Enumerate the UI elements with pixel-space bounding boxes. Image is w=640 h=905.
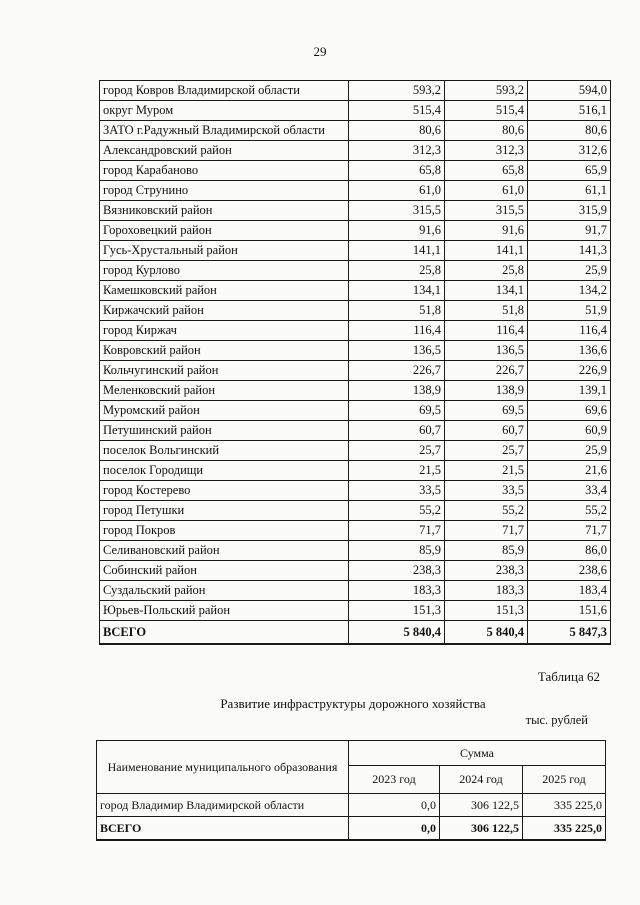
- value-2023-cell: 69,5: [349, 401, 445, 421]
- value-2025-cell: 335 225,0: [523, 794, 606, 817]
- total-row: [97, 817, 606, 841]
- value-2025-cell: 238,6: [528, 561, 611, 581]
- value-2023-cell: 138,9: [349, 381, 445, 401]
- table-row: [100, 561, 611, 581]
- value-2024-cell: 69,5: [445, 401, 528, 421]
- municipality-cell: Суздальский район: [100, 581, 349, 601]
- municipality-cell: поселок Вольгинский: [100, 441, 349, 461]
- value-2024-cell: 226,7: [445, 361, 528, 381]
- municipality-cell: Петушинский район: [100, 421, 349, 441]
- value-2024-cell: 21,5: [445, 461, 528, 481]
- table-row: [100, 181, 611, 201]
- value-2025-cell: 80,6: [528, 121, 611, 141]
- municipality-cell: Юрьев-Польский район: [100, 601, 349, 621]
- value-2025-cell: 69,6: [528, 401, 611, 421]
- table-row: [100, 161, 611, 181]
- value-2025-cell: 141,3: [528, 241, 611, 261]
- municipality-cell: город Владимир Владимирской области: [97, 794, 349, 817]
- value-2023-cell: 238,3: [349, 561, 445, 581]
- value-2025-cell: 55,2: [528, 501, 611, 521]
- table-row: [100, 221, 611, 241]
- value-2024-cell: 25,7: [445, 441, 528, 461]
- municipality-cell: город Струнино: [100, 181, 349, 201]
- year-2023-header: 2023 год: [349, 766, 440, 794]
- value-2023-cell: 55,2: [349, 501, 445, 521]
- table-row: [100, 321, 611, 341]
- value-2025-cell: 51,9: [528, 301, 611, 321]
- value-2025-cell: 71,7: [528, 521, 611, 541]
- value-2025-cell: 65,9: [528, 161, 611, 181]
- table-row: [100, 481, 611, 501]
- value-2023-cell: 116,4: [349, 321, 445, 341]
- value-2025-cell: 25,9: [528, 441, 611, 461]
- municipality-cell: Селивановский район: [100, 541, 349, 561]
- value-2024-cell: 51,8: [445, 301, 528, 321]
- municipality-cell: Муромский район: [100, 401, 349, 421]
- value-2024-cell: 116,4: [445, 321, 528, 341]
- value-2024-cell: 5 840,4: [445, 621, 528, 645]
- table-row: [100, 401, 611, 421]
- value-2024-cell: 306 122,5: [440, 794, 523, 817]
- municipality-cell: город Карабаново: [100, 161, 349, 181]
- value-2024-cell: 238,3: [445, 561, 528, 581]
- municipality-cell: город Ковров Владимирской области: [100, 81, 349, 101]
- units-label: тыс. рублей: [525, 713, 588, 727]
- table-row: [100, 581, 611, 601]
- value-2025-cell: 594,0: [528, 81, 611, 101]
- municipality-cell: город Киржач: [100, 321, 349, 341]
- municipality-cell: поселок Городищи: [100, 461, 349, 481]
- municipality-cell: округ Муром: [100, 101, 349, 121]
- year-2024-header: 2024 год: [440, 766, 523, 794]
- value-2025-cell: 5 847,3: [528, 621, 611, 645]
- value-2024-cell: 515,4: [445, 101, 528, 121]
- value-2024-cell: 55,2: [445, 501, 528, 521]
- municipality-cell: Александровский район: [100, 141, 349, 161]
- municipality-cell: ЗАТО г.Радужный Владимирской области: [100, 121, 349, 141]
- municipality-cell: город Костерево: [100, 481, 349, 501]
- value-2025-cell: 151,6: [528, 601, 611, 621]
- municipality-cell: Вязниковский район: [100, 201, 349, 221]
- table-row: [100, 281, 611, 301]
- table-row: [100, 141, 611, 161]
- value-2023-cell: 226,7: [349, 361, 445, 381]
- table-row: [97, 794, 606, 817]
- table-row: [100, 121, 611, 141]
- value-2023-cell: 312,3: [349, 141, 445, 161]
- value-2025-cell: 86,0: [528, 541, 611, 561]
- municipality-cell: Гусь-Хрустальный район: [100, 241, 349, 261]
- value-2023-cell: 51,8: [349, 301, 445, 321]
- value-2025-cell: 25,9: [528, 261, 611, 281]
- value-2025-cell: 516,1: [528, 101, 611, 121]
- value-2024-cell: 183,3: [445, 581, 528, 601]
- table-row: [100, 601, 611, 621]
- value-2025-cell: 60,9: [528, 421, 611, 441]
- value-2024-cell: 33,5: [445, 481, 528, 501]
- value-2025-cell: 315,9: [528, 201, 611, 221]
- value-2023-cell: 183,3: [349, 581, 445, 601]
- value-2023-cell: 5 840,4: [349, 621, 445, 645]
- value-2023-cell: 134,1: [349, 281, 445, 301]
- table-row: [100, 501, 611, 521]
- municipality-cell: Киржачский район: [100, 301, 349, 321]
- table-row: [100, 301, 611, 321]
- value-2025-cell: 116,4: [528, 321, 611, 341]
- value-2024-cell: 85,9: [445, 541, 528, 561]
- header-sum-cell: Сумма: [349, 741, 606, 766]
- value-2023-cell: 21,5: [349, 461, 445, 481]
- value-2024-cell: 312,3: [445, 141, 528, 161]
- municipality-cell: Меленковский район: [100, 381, 349, 401]
- allocation-table: [99, 80, 611, 645]
- table-row: [100, 441, 611, 461]
- total-row: [100, 621, 611, 645]
- table-row: [100, 241, 611, 261]
- table-row: [100, 521, 611, 541]
- value-2023-cell: 33,5: [349, 481, 445, 501]
- table-row: [100, 101, 611, 121]
- value-2023-cell: 315,5: [349, 201, 445, 221]
- value-2024-cell: 134,1: [445, 281, 528, 301]
- municipality-cell: ВСЕГО: [100, 621, 349, 645]
- municipality-cell: Собинский район: [100, 561, 349, 581]
- road-infrastructure-table: [96, 740, 606, 841]
- header-name-cell: Наименование муниципального образования: [97, 741, 349, 794]
- table-title: Развитие инфраструктуры дорожного хозяйства: [220, 696, 486, 711]
- value-2025-cell: 33,4: [528, 481, 611, 501]
- value-2023-cell: 65,8: [349, 161, 445, 181]
- value-2023-cell: 61,0: [349, 181, 445, 201]
- value-2025-cell: 335 225,0: [523, 817, 606, 841]
- table-row: [100, 461, 611, 481]
- municipality-cell: город Курлово: [100, 261, 349, 281]
- municipality-cell: Камешковский район: [100, 281, 349, 301]
- value-2023-cell: 593,2: [349, 81, 445, 101]
- value-2023-cell: 136,5: [349, 341, 445, 361]
- table-row: [100, 381, 611, 401]
- value-2023-cell: 141,1: [349, 241, 445, 261]
- value-2024-cell: 65,8: [445, 161, 528, 181]
- value-2025-cell: 183,4: [528, 581, 611, 601]
- table-row: [100, 201, 611, 221]
- value-2024-cell: 25,8: [445, 261, 528, 281]
- value-2025-cell: 61,1: [528, 181, 611, 201]
- value-2025-cell: 136,6: [528, 341, 611, 361]
- header-row: [97, 741, 606, 766]
- value-2025-cell: 226,9: [528, 361, 611, 381]
- value-2025-cell: 21,6: [528, 461, 611, 481]
- table-row: [100, 261, 611, 281]
- value-2023-cell: 91,6: [349, 221, 445, 241]
- value-2024-cell: 136,5: [445, 341, 528, 361]
- municipality-cell: Ковровский район: [100, 341, 349, 361]
- municipality-cell: Гороховецкий район: [100, 221, 349, 241]
- municipality-cell: ВСЕГО: [97, 817, 349, 841]
- value-2023-cell: 85,9: [349, 541, 445, 561]
- table-row: [100, 341, 611, 361]
- value-2025-cell: 134,2: [528, 281, 611, 301]
- value-2025-cell: 139,1: [528, 381, 611, 401]
- municipality-cell: город Петушки: [100, 501, 349, 521]
- value-2024-cell: 151,3: [445, 601, 528, 621]
- value-2023-cell: 71,7: [349, 521, 445, 541]
- value-2024-cell: 61,0: [445, 181, 528, 201]
- value-2024-cell: 60,7: [445, 421, 528, 441]
- value-2023-cell: 25,8: [349, 261, 445, 281]
- municipality-cell: Кольчугинский район: [100, 361, 349, 381]
- value-2024-cell: 91,6: [445, 221, 528, 241]
- value-2023-cell: 60,7: [349, 421, 445, 441]
- value-2025-cell: 91,7: [528, 221, 611, 241]
- value-2025-cell: 312,6: [528, 141, 611, 161]
- value-2023-cell: 151,3: [349, 601, 445, 621]
- value-2023-cell: 25,7: [349, 441, 445, 461]
- value-2024-cell: 138,9: [445, 381, 528, 401]
- page-number: 29: [313, 44, 327, 59]
- table-row: [100, 361, 611, 381]
- year-2025-header: 2025 год: [523, 766, 606, 794]
- table-row: [100, 421, 611, 441]
- value-2024-cell: 80,6: [445, 121, 528, 141]
- value-2024-cell: 141,1: [445, 241, 528, 261]
- value-2023-cell: 0,0: [349, 794, 440, 817]
- value-2024-cell: 71,7: [445, 521, 528, 541]
- value-2023-cell: 515,4: [349, 101, 445, 121]
- table-number: Таблица 62: [537, 669, 600, 684]
- table-row: [100, 81, 611, 101]
- municipality-cell: город Покров: [100, 521, 349, 541]
- table-row: [100, 541, 611, 561]
- value-2024-cell: 593,2: [445, 81, 528, 101]
- value-2023-cell: 80,6: [349, 121, 445, 141]
- value-2023-cell: 0,0: [349, 817, 440, 841]
- value-2024-cell: 306 122,5: [440, 817, 523, 841]
- value-2024-cell: 315,5: [445, 201, 528, 221]
